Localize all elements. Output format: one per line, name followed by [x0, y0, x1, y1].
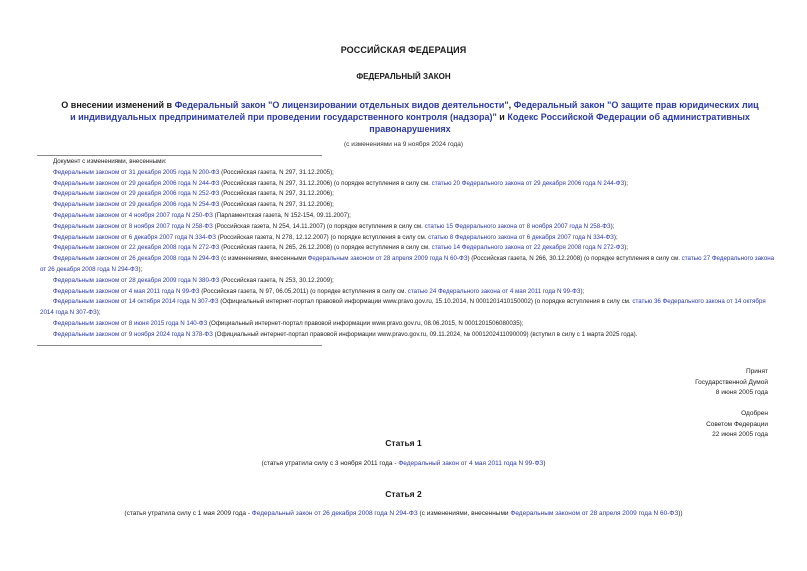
change-text: (Российская газета, N 297, 31.12.2006); [219, 201, 334, 209]
accepted-date: 8 июня 2005 года [715, 389, 768, 396]
change-item [40, 276, 780, 287]
change-text: ); [96, 309, 101, 317]
title-link-licensing-law[interactable]: Федеральный закон "О лицензировании отдельных видов деятельности" [174, 100, 509, 110]
article-2-title: Статья 2 [385, 489, 422, 499]
change-link[interactable]: Федеральным законом от 31 декабря 2005 года N 200-ФЗ [53, 168, 220, 176]
changes-bottom-divider [37, 345, 322, 346]
change-link[interactable]: Федеральным законом от 29 декабря 2006 года N 244-ФЗ [53, 179, 220, 187]
change-link[interactable]: Федеральным законом от 29 декабря 2006 года N 252-ФЗ [53, 190, 220, 198]
change-link[interactable]: Федеральным законом от 8 ноября 2007 года N 258-ФЗ [53, 222, 213, 230]
article-2-amend-link[interactable]: Федеральным законом от 28 апреля 2009 года N 60-ФЗ [510, 510, 679, 517]
change-text: ); [580, 287, 585, 295]
title-link-protection-law[interactable]: Федеральный закон "О защите прав юридических лиц и индивидуальных предпринимателей при проведении государственного контроля (надзора)" [70, 100, 759, 122]
change-text: ); [624, 244, 629, 252]
change-link[interactable]: Федеральным законом от 6 декабря 2007 года N 334-ФЗ [53, 233, 216, 241]
change-item [40, 330, 780, 341]
approved-block [568, 409, 768, 441]
change-text: ); [613, 233, 618, 241]
change-link[interactable]: Федеральным законом от 4 ноября 2007 года N 250-ФЗ [53, 211, 213, 219]
changes-top-divider [37, 155, 322, 156]
article-note-text: (с изменениями, внесенными [417, 510, 511, 517]
change-ref-link[interactable]: статью 36 Федерального закона от 14 октября 2014 года N 307-ФЗ [40, 298, 766, 317]
change-item [40, 233, 780, 244]
change-text: ); [610, 222, 615, 230]
change-ref-link[interactable]: статью 20 Федерального закона от 29 декабря 2006 года N 244-ФЗ [431, 179, 625, 187]
change-ref-link[interactable]: Федеральным законом от 28 апреля 2009 года N 60-ФЗ [307, 255, 468, 263]
change-text: (Российская газета, N 297, 31.12.2006) (о порядке вступления в силу см. [219, 179, 432, 187]
change-item [40, 179, 780, 190]
change-ref-link[interactable]: статью 27 Федерального закона от 26 декабря 2008 года N 294-ФЗ [40, 255, 775, 273]
change-link[interactable]: Федеральным законом от 26 декабря 2008 года N 294-ФЗ [53, 255, 220, 263]
change-item [40, 168, 780, 179]
change-text: (Российская газета, N 297, 31.12.2005); [219, 168, 334, 176]
article-1-title: Статья 1 [385, 438, 422, 448]
change-ref-link[interactable]: статью 24 Федерального закона от 4 мая 2011 года N 99-ФЗ [407, 287, 581, 295]
change-text: (Российская газета, N 97, 06.05.2011) (о порядке вступления в силу см. [199, 287, 408, 295]
change-text: (с изменениями, внесенными [219, 255, 308, 263]
change-item [40, 222, 780, 233]
article-note-text: ) [543, 460, 546, 467]
change-item [40, 200, 780, 211]
title-prefix: О внесении изменений в [61, 100, 175, 110]
approved-line: Советом Федерации [706, 420, 768, 428]
article-1-link[interactable]: Федеральный закон от 4 мая 2011 года N 99-ФЗ [398, 460, 544, 467]
title-sep: , [508, 100, 514, 110]
article-2-link[interactable]: Федеральный закон от 26 декабря 2008 года N 294-ФЗ [251, 510, 418, 517]
changes-list [40, 157, 780, 341]
article-note-text: (статья утратила силу с 3 ноября 2011 года - [261, 460, 399, 467]
changes-intro: Документ с изменениями, внесенными: [53, 158, 167, 165]
change-text: (Парламентская газета, N 152-154, 09.11.2007); [212, 211, 351, 219]
change-text: (Официальный интернет-портал правовой информации www.pravo.gov.ru, 15.10.2014, N 0001201410150002) (о порядке вступления в силу см. [218, 298, 633, 306]
title-link-admin-code[interactable]: Кодекс Российской Федерации об административных правонарушениях [369, 112, 750, 134]
change-text: (Российская газета, N 254, 14.11.2007) (о порядке вступления в силу см. [212, 222, 425, 230]
change-text: (Российская газета, N 278, 12.12.2007) (о порядке вступления в силу см. [215, 233, 429, 241]
change-ref-link[interactable]: статью 15 Федерального закона от 8 ноября 2007 года N 258-ФЗ [424, 222, 611, 230]
edition-note: (с изменениями на 9 ноября 2024 года) [343, 141, 464, 148]
change-item [40, 287, 780, 298]
change-item [40, 243, 780, 254]
change-text: (Российская газета, N 265, 26.12.2008) (о порядке вступления в силу см. [219, 244, 432, 252]
accepted-line: Принят [745, 368, 768, 375]
accepted-block [568, 367, 768, 399]
change-item [40, 297, 780, 319]
change-link[interactable]: Федеральным законом от 4 мая 2011 года N 99-ФЗ [53, 287, 200, 295]
article-2-note [0, 510, 807, 517]
accepted-line: Государственной Думой [695, 378, 768, 386]
change-item [40, 254, 780, 276]
doc-type-heading: ФЕДЕРАЛЬНЫЙ ЗАКОН [356, 72, 451, 81]
change-link[interactable]: Федеральным законом от 22 декабря 2008 года N 272-ФЗ [53, 244, 220, 252]
change-text: (Официальный интернет-портал правовой информации www.pravo.gov.ru, 08.06.2015, N 0001201506080035); [207, 319, 524, 327]
article-1-note [0, 460, 807, 467]
change-item [40, 211, 780, 222]
change-text: (Официальный интернет-портал правовой информации www.pravo.gov.ru, 09.11.2024, № 0001202411090009) (вступил в силу с 1 марта 2025 года). [212, 330, 638, 338]
change-ref-link[interactable]: статью 8 Федерального закона от 6 декабря 2007 года N 334-ФЗ [428, 233, 614, 241]
change-text: (Российская газета, N 253, 30.12.2009); [219, 276, 334, 284]
country-heading: РОССИЙСКАЯ ФЕДЕРАЦИЯ [340, 45, 467, 55]
change-link[interactable]: Федеральным законом от 29 декабря 2006 года N 254-ФЗ [53, 201, 220, 209]
change-link[interactable]: Федеральным законом от 9 ноября 2024 года N 378-ФЗ [53, 330, 213, 338]
change-text: ); [624, 179, 629, 187]
law-title [60, 99, 760, 135]
change-ref-link[interactable]: статью 14 Федерального закона от 22 декабря 2008 года N 272-ФЗ [431, 244, 625, 252]
approved-date: 22 июня 2005 года [712, 431, 768, 438]
approved-line: Одобрен [741, 410, 768, 417]
change-link[interactable]: Федеральным законом от 8 июня 2015 года N 140-ФЗ [53, 319, 208, 327]
change-text: ) (Российская газета, N 266, 30.12.2008) (о порядке вступления в силу см. [467, 255, 682, 263]
title-sep: и [496, 112, 508, 122]
change-item [40, 319, 780, 330]
change-text: ); [138, 265, 143, 273]
change-link[interactable]: Федеральным законом от 28 декабря 2009 года N 380-ФЗ [53, 276, 220, 284]
article-note-text: (статья утратила силу с 1 мая 2009 года - [124, 510, 252, 517]
article-note-text: )) [678, 510, 683, 517]
change-link[interactable]: Федеральным законом от 14 октября 2014 года N 307-ФЗ [53, 298, 219, 306]
change-text: (Российская газета, N 297, 31.12.2006); [219, 190, 334, 198]
change-item [40, 189, 780, 200]
